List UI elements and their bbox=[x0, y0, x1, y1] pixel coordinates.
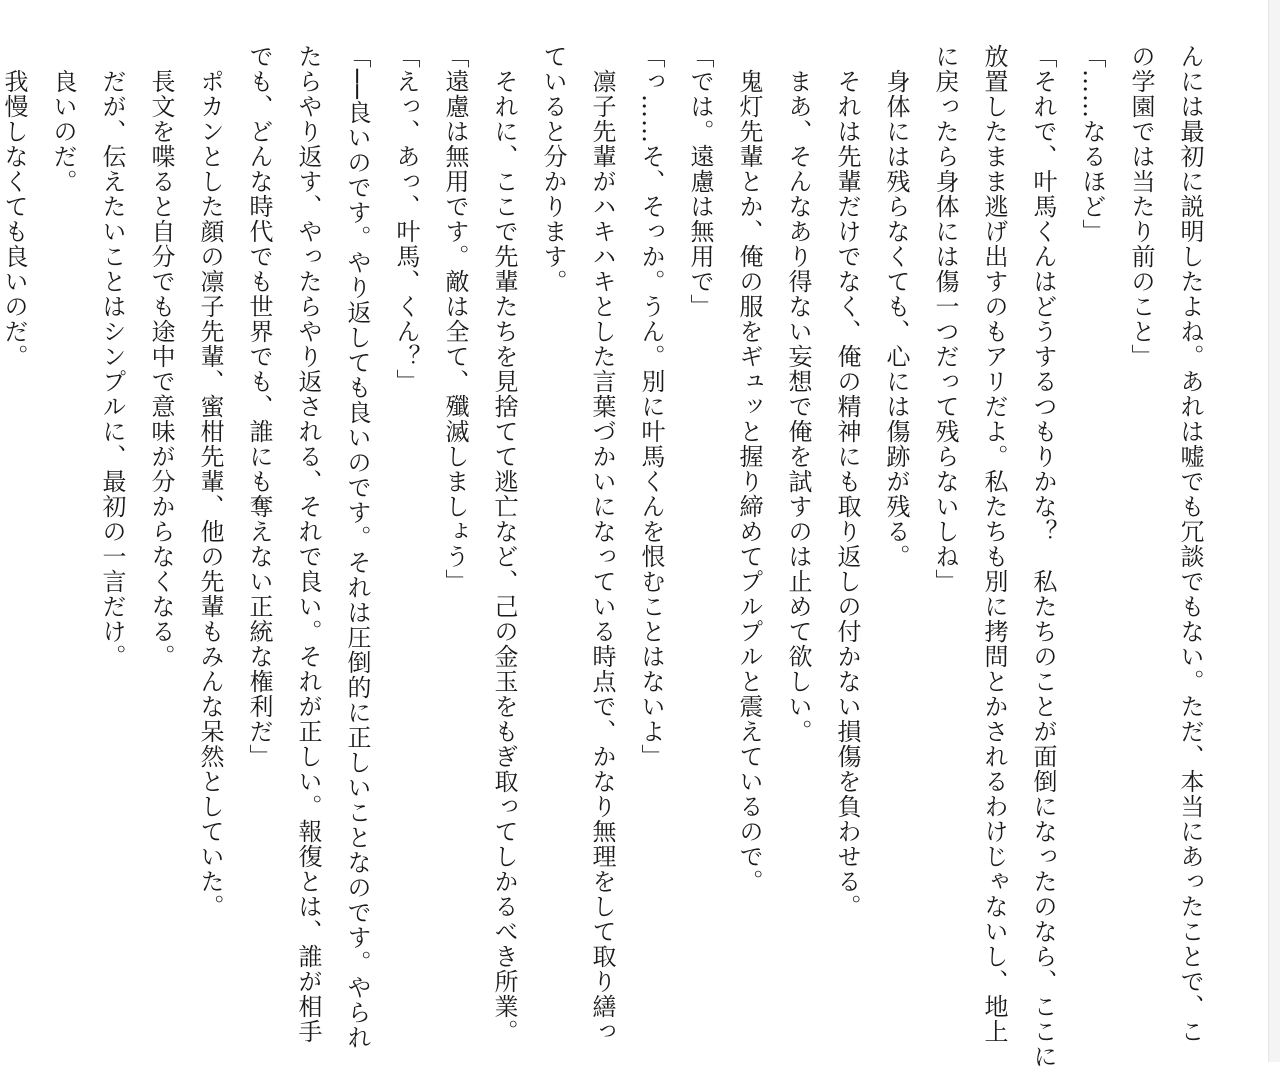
text-line: 「では。遠慮は無用で」 bbox=[686, 44, 714, 319]
text-line: 「っ……そ、そっか。うん。別に叶馬くんを恨むことはないよ」 bbox=[637, 44, 665, 769]
text-line: たらやり返す、やったらやり返される、それで良い。それが正しい。報復とは、誰が相手 bbox=[294, 44, 322, 1044]
text-line: 良いのだ。 bbox=[49, 44, 77, 194]
text-line: でも、どんな時代でも世界でも、誰にも奪えない正統な権利だ」 bbox=[245, 44, 273, 769]
text-line: それに、ここで先輩たちを見捨てて逃亡など、己の金玉をもぎ取ってしかるべき所業。 bbox=[490, 44, 518, 1044]
text-line: まあ、そんなあり得ない妄想で俺を試すのは止めて欲しい。 bbox=[784, 44, 812, 744]
text-line: それは先輩だけでなく、俺の精神にも取り返しの付かない損傷を負わせる。 bbox=[833, 44, 861, 919]
text-line: 「──良いのです。やり返しても良いのです。それは圧倒的に正しいことなのです。やられ bbox=[343, 44, 371, 1050]
text-line: だが、伝えたいことはシンプルに、最初の一言だけ。 bbox=[98, 44, 126, 669]
text-line: 放置したまま逃げ出すのもアリだよ。私たちも別に拷問とかされるわけじゃないし、地上 bbox=[980, 44, 1008, 1044]
text-line: 身体には残らなくても、心には傷跡が残る。 bbox=[882, 44, 910, 569]
text-line: んには最初に説明したよね。あれは嘘でも冗談でもない。ただ、本当にあったことで、こ bbox=[1176, 44, 1204, 1044]
text-line: 我慢しなくても良いのだ。 bbox=[0, 44, 28, 369]
text-line: 「……なるほど」 bbox=[1078, 44, 1106, 244]
text-line: 「それで、叶馬くんはどうするつもりかな？ 私たちのことが面倒になったのなら、ここに bbox=[1029, 44, 1057, 1069]
text-line: 凛子先輩がハキハキとした言葉づかいになっている時点で、かなり無理をして取り繕っ bbox=[588, 44, 616, 1044]
text-line: に戻ったら身体には傷一つだって残らないしね」 bbox=[931, 44, 959, 594]
text-line: 長文を喋ると自分でも途中で意味が分からなくなる。 bbox=[147, 44, 175, 669]
vertical-text-body bbox=[0, 44, 1214, 1069]
text-line: 「えっ、あっ、叶馬、くん？」 bbox=[392, 44, 420, 394]
text-line: 「遠慮は無用です。敵は全て、殲滅しましょう」 bbox=[441, 44, 469, 594]
text-line: 鬼灯先輩とか、俺の服をギュッと握り締めてプルプルと震えているので。 bbox=[735, 44, 763, 894]
text-line: の学園では当たり前のこと」 bbox=[1127, 44, 1155, 369]
text-line: ていると分かります。 bbox=[539, 44, 567, 294]
page-edge-divider bbox=[1268, 0, 1280, 1062]
text-line: ポカンとした顔の凛子先輩、蜜柑先輩、他の先輩もみんな呆然としていた。 bbox=[196, 44, 224, 919]
